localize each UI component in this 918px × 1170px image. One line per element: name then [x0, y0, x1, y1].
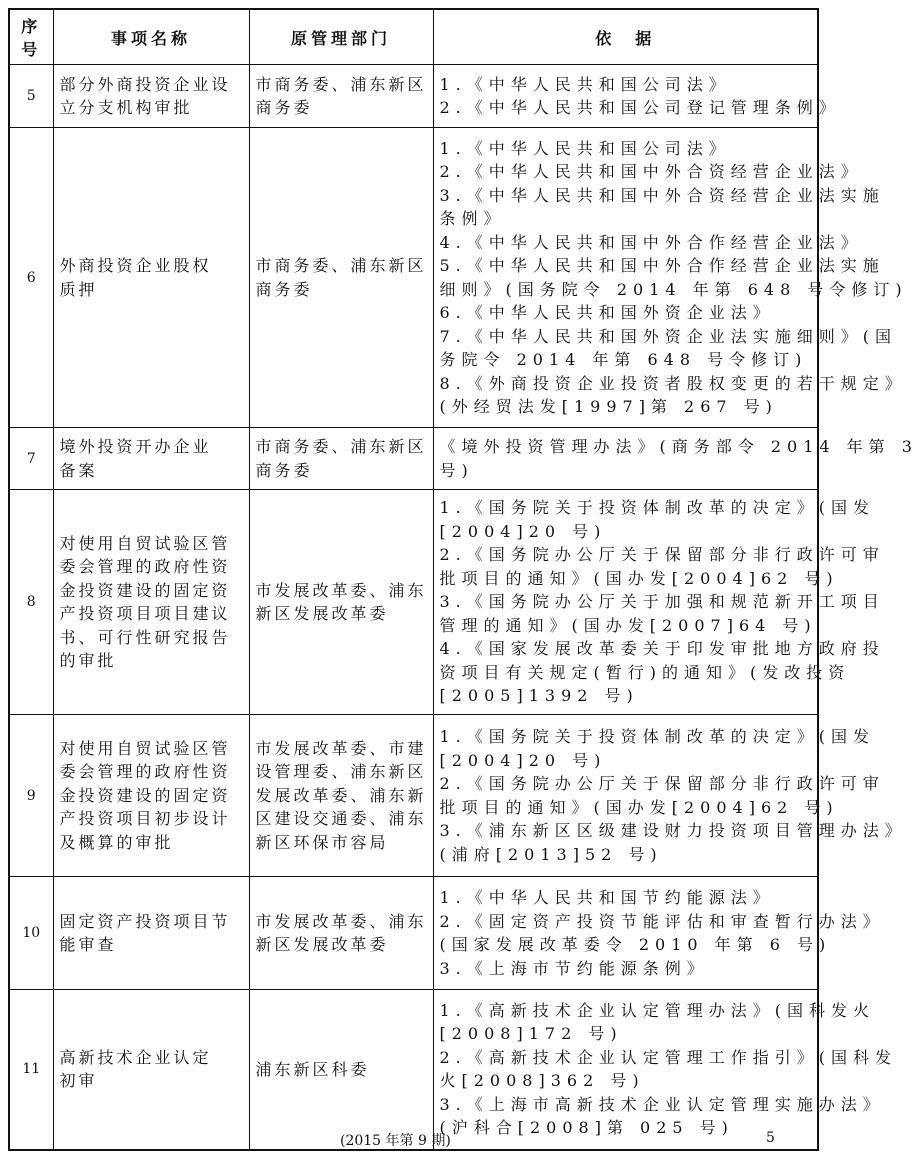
legal-basis-line: 4.《中华人民共和国中外合作经营企业法》: [439, 232, 863, 252]
row-number: 5: [9, 65, 53, 128]
department: [249, 128, 433, 428]
legal-basis-line: 4.《国家发展改革委关于印发审批地方政府投: [439, 639, 885, 659]
department: [249, 715, 433, 877]
item-name-line: 委会管理的政府性资: [59, 557, 231, 576]
legal-basis-line: 3.《上海市节约能源条例》: [439, 958, 709, 978]
department: [249, 490, 433, 715]
item-name-line: 对使用自贸试验区管: [59, 738, 231, 758]
legal-basis-line: 号): [439, 460, 474, 480]
department: [249, 65, 433, 128]
legal-basis: [433, 715, 907, 877]
row-number: 9: [9, 715, 53, 877]
legal-basis: [433, 877, 885, 990]
department-line: 浦东新区科委: [255, 1059, 370, 1079]
legal-basis-line: (国家发展改革委令 2010 年第 6 号): [439, 935, 832, 954]
legal-basis-line: 条例》: [439, 209, 506, 228]
legal-basis-line: 2.《中华人民共和国公司登记管理条例》: [439, 98, 841, 117]
item-name-line: 的审批: [59, 651, 117, 670]
table-row: [9, 65, 818, 128]
legal-basis-line: 细则》(国务院令 2014 年第 648 号令修订): [439, 279, 908, 299]
department: [249, 428, 433, 490]
legal-basis-line: 3.《中华人民共和国中外合资经营企业法实施: [439, 185, 885, 205]
legal-basis-line: 5.《中华人民共和国中外合作经营企业法实施: [439, 256, 885, 275]
department-line: 发展改革委、浦东新: [255, 785, 427, 805]
item-name-line: 高新技术企业认定: [59, 1047, 212, 1067]
item-name: [53, 65, 249, 128]
legal-basis-line: (外经贸法发[1997]第 267 号): [439, 397, 778, 416]
table-row: [9, 715, 818, 877]
legal-basis-line: 3.《浦东新区区级建设财力投资项目管理办法》: [439, 821, 907, 840]
items-table: [8, 8, 918, 1151]
legal-basis-line: 1.《国务院关于投资体制改革的决定》(国发: [439, 727, 876, 746]
header-name: 事项名称: [53, 9, 249, 65]
department-line: 商务委: [255, 460, 313, 480]
table-row: [9, 877, 818, 990]
item-name-line: 部分外商投资企业设: [59, 74, 231, 94]
legal-basis: [433, 990, 898, 1150]
issue-label: (2015 年第 9 期): [340, 1133, 451, 1149]
legal-basis-line: [2004]20 号): [439, 750, 607, 770]
department-line: 市发展改革委、市建: [255, 738, 427, 758]
department-line: 市发展改革委、浦东: [255, 580, 427, 600]
item-name-line: 固定资产投资项目节: [59, 911, 231, 931]
department-line: 新区环保市容局: [255, 832, 389, 852]
item-name-line: 金投资建设的固定资: [59, 580, 231, 600]
item-name: [53, 877, 249, 990]
header-basis: 依 据: [433, 9, 818, 65]
legal-basis-line: 火[2008]362 号): [439, 1071, 645, 1091]
legal-basis-line: 批项目的通知》(国办发[2004]62 号): [439, 568, 839, 588]
department-line: 新区发展改革委: [255, 604, 389, 623]
department-line: 市发展改革委、浦东: [255, 911, 427, 931]
legal-basis-line: 3.《国务院办公厅关于加强和规范新开工项目: [439, 592, 885, 612]
row-number: 6: [9, 128, 53, 428]
item-name-line: 书、可行性研究报告: [59, 627, 231, 647]
legal-basis-line: 2.《国务院办公厅关于保留部分非行政许可审: [439, 774, 885, 793]
legal-basis-line: 1.《国务院关于投资体制改革的决定》(国发: [439, 498, 876, 518]
item-name-line: 产投资项目项目建议: [59, 604, 231, 623]
department-line: 区建设交通委、浦东: [255, 809, 427, 829]
department-line: 设管理委、浦东新区: [255, 762, 427, 782]
table-header-row: [9, 9, 818, 65]
row-number: 7: [9, 428, 53, 490]
item-name: [53, 715, 249, 877]
legal-basis-line: 1.《中华人民共和国公司法》: [439, 74, 731, 94]
item-name-line: 产投资项目初步设计: [59, 809, 231, 829]
legal-basis-line: 2.《高新技术企业认定管理工作指引》(国科发: [439, 1047, 898, 1067]
item-name: [53, 490, 249, 715]
legal-basis: [433, 128, 908, 428]
item-name-line: 外商投资企业股权: [59, 256, 212, 275]
header-no: 序号: [9, 9, 53, 65]
table-row: [9, 128, 818, 428]
item-name-line: 委会管理的政府性资: [59, 762, 231, 782]
item-name-line: 金投资建设的固定资: [59, 785, 231, 805]
legal-basis: [433, 428, 918, 490]
legal-basis-line: 2.《国务院办公厅关于保留部分非行政许可审: [439, 545, 885, 565]
legal-basis-line: [2004]20 号): [439, 521, 607, 541]
item-name-line: 质押: [59, 279, 98, 299]
legal-basis: [433, 490, 885, 715]
header-dept: 原管理部门: [249, 9, 433, 65]
item-name-line: 初审: [59, 1071, 98, 1091]
legal-basis-line: (沪科合[2008]第 025 号): [439, 1118, 734, 1138]
department: [249, 877, 433, 990]
legal-basis-line: (浦府[2013]52 号): [439, 844, 663, 864]
legal-basis-line: 8.《外商投资企业投资者股权变更的若干规定》: [439, 373, 907, 393]
department-line: 市商务委、浦东新区: [255, 74, 427, 94]
item-name: [53, 128, 249, 428]
row-number: 10: [9, 877, 53, 990]
legal-basis-line: 1.《高新技术企业认定管理办法》(国科发火: [439, 1000, 876, 1020]
item-name-line: 备案: [59, 460, 98, 480]
department-line: 新区发展改革委: [255, 935, 389, 954]
legal-basis-line: [2005]1392 号): [439, 686, 639, 706]
legal-basis-line: 1.《中华人民共和国公司法》: [439, 138, 731, 158]
item-name-line: 及概算的审批: [59, 832, 174, 852]
item-name-line: 境外投资开办企业: [59, 437, 212, 456]
item-name-line: 对使用自贸试验区管: [59, 533, 231, 553]
legal-basis-line: 2.《固定资产投资节能评估和审查暂行办法》: [439, 911, 885, 931]
table-row: [9, 490, 818, 715]
legal-basis: [433, 65, 841, 128]
legal-basis-line: 务院令 2014 年第 648 号令修订): [439, 350, 808, 369]
legal-basis-line: 6.《中华人民共和国外资企业法》: [439, 303, 775, 322]
row-number: 8: [9, 490, 53, 715]
department-line: 商务委: [255, 279, 313, 299]
item-name: [53, 428, 249, 490]
legal-basis-line: 1.《中华人民共和国节约能源法》: [439, 888, 775, 907]
legal-basis-line: 资项目有关规定(暂行)的通知》(发改投资: [439, 662, 851, 682]
row-number: 11: [9, 990, 53, 1150]
item-name-line: 立分支机构审批: [59, 98, 193, 117]
legal-basis-line: 3.《上海市高新技术企业认定管理实施办法》: [439, 1094, 885, 1114]
item-name-line: 能审查: [59, 935, 117, 954]
table-row: [9, 428, 818, 490]
table-row: [9, 990, 818, 1150]
item-name: [53, 990, 249, 1150]
legal-basis-line: [2008]172 号): [439, 1024, 623, 1044]
legal-basis-line: 批项目的通知》(国办发[2004]62 号): [439, 797, 839, 817]
legal-basis-line: 管理的通知》(国办发[2007]64 号): [439, 615, 817, 635]
legal-basis-line: 《境外投资管理办法》(商务部令 2014 年第 3: [439, 437, 918, 456]
department-line: 商务委: [255, 98, 313, 117]
department-line: 市商务委、浦东新区: [255, 256, 427, 275]
legal-basis-line: 2.《中华人民共和国中外合资经营企业法》: [439, 162, 863, 181]
department-line: 市商务委、浦东新区: [255, 437, 427, 456]
legal-basis-line: 7.《中华人民共和国外资企业法实施细则》(国: [439, 326, 898, 346]
department: [249, 990, 433, 1150]
page-number: 5: [766, 1130, 775, 1146]
